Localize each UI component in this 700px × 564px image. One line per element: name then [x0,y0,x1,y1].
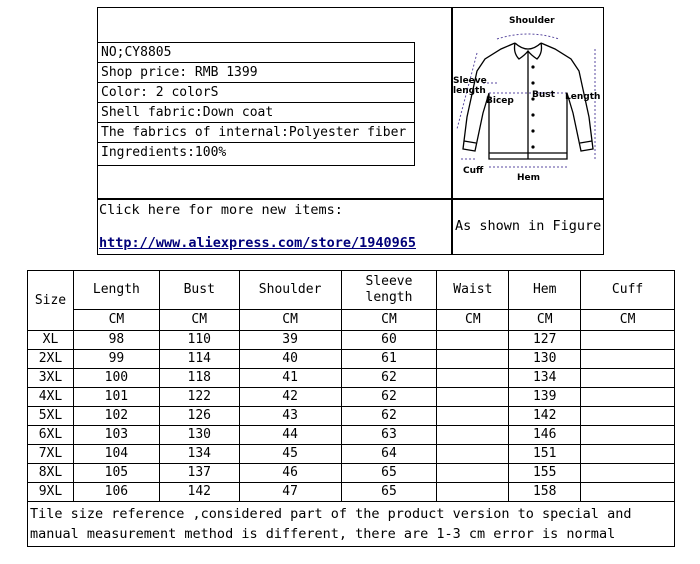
measurement-cell: 127 [509,331,581,350]
measurement-cell: 118 [159,369,239,388]
product-color: Color: 2 colorS [98,83,414,103]
measurement-cell [437,331,509,350]
measurement-cell: 110 [159,331,239,350]
measurement-cell [581,331,675,350]
measurement-cell: 142 [509,407,581,426]
measurement-cell: 47 [239,483,341,502]
size-cell: 7XL [28,445,74,464]
measurement-cell: 60 [341,331,437,350]
measurement-cell: 46 [239,464,341,483]
label-length: Length [565,92,601,102]
unit-cell: CM [581,310,675,331]
measurement-cell [437,464,509,483]
measurement-cell: 42 [239,388,341,407]
header-sleeve-length-text: Sleeve length [365,274,413,305]
measurement-cell [581,464,675,483]
size-header: Size [28,271,74,331]
measurement-cell: 44 [239,426,341,445]
measurement-cell: 122 [159,388,239,407]
measurement-cell: 61 [341,350,437,369]
size-chart-table [27,270,675,547]
divider [97,198,604,200]
measurement-cell [437,388,509,407]
measurement-cell [581,445,675,464]
measurement-cell [437,350,509,369]
measurement-cell: 137 [159,464,239,483]
header-waist: Waist [437,271,509,310]
measurement-cell: 40 [239,350,341,369]
unit-cell: CM [159,310,239,331]
label-sleeve: Sleeve [453,76,487,86]
product-price: Shop price: RMB 1399 [98,63,414,83]
measurement-cell: 142 [159,483,239,502]
size-cell: 4XL [28,388,74,407]
note-row [28,502,675,547]
measurement-cell: 41 [239,369,341,388]
measurement-cell: 63 [341,426,437,445]
label-bicep: Bicep [486,96,514,106]
label-bust: Bust [532,90,555,100]
measurement-cell [581,388,675,407]
measurement-cell: 104 [73,445,159,464]
measurement-cell: 45 [239,445,341,464]
label-cuff: Cuff [463,166,484,176]
measurement-cell: 64 [341,445,437,464]
measurement-cell: 130 [509,350,581,369]
unit-cell: CM [437,310,509,331]
size-cell: 6XL [28,426,74,445]
measurement-cell: 39 [239,331,341,350]
measurement-cell: 100 [73,369,159,388]
jacket-measurement-diagram [453,9,603,197]
measurement-cell: 65 [341,483,437,502]
unit-cell: CM [509,310,581,331]
table-row [28,426,675,445]
unit-cell: CM [73,310,159,331]
measurement-cell [581,350,675,369]
label-hem: Hem [517,173,541,183]
measurement-cell: 126 [159,407,239,426]
product-details [97,42,415,166]
measurement-cell: 105 [73,464,159,483]
size-cell: 9XL [28,483,74,502]
measurement-cell [581,426,675,445]
header-sleeve-length [341,271,437,310]
measurement-cell: 146 [509,426,581,445]
measurement-cell: 43 [239,407,341,426]
measurement-cell [437,369,509,388]
measurement-cell: 98 [73,331,159,350]
more-items-text: Click here for more new items: [99,202,343,218]
measurement-cell [437,426,509,445]
measurement-cell: 134 [159,445,239,464]
measurement-cell: 134 [509,369,581,388]
button-icons [531,65,534,148]
measurement-cell [581,407,675,426]
measurement-cell [437,445,509,464]
table-row [28,464,675,483]
store-link[interactable]: http://www.aliexpress.com/store/1940965 [99,235,416,251]
size-note-line: Tile size reference ,considered part of the product version to special and [30,506,632,522]
header-cuff: Cuff [581,271,675,310]
size-cell: 3XL [28,369,74,388]
measurement-cell: 106 [73,483,159,502]
unit-cell: CM [239,310,341,331]
header-length: Length [73,271,159,310]
header-hem: Hem [509,271,581,310]
unit-cell: CM [341,310,437,331]
measurement-cell: 62 [341,388,437,407]
figure-note: As shown in Figure [455,218,602,234]
product-number: NO;CY8805 [98,43,414,63]
table-row [28,483,675,502]
measurement-cell: 62 [341,407,437,426]
size-note-line: manual measurement method is different, there are 1-3 cm error is normal [30,526,616,542]
size-note [28,502,675,547]
measurement-cell [581,483,675,502]
size-cell: 8XL [28,464,74,483]
measurement-cell: 99 [73,350,159,369]
measurement-cell: 65 [341,464,437,483]
measurement-cell: 155 [509,464,581,483]
measurement-cell [581,369,675,388]
product-ingredients: Ingredients:100% [101,145,227,160]
product-shell-fabric: Shell fabric:Down coat [98,103,414,123]
table-row [28,445,675,464]
measurement-cell: 139 [509,388,581,407]
label-shoulder: Shoulder [509,16,555,26]
size-cell: 2XL [28,350,74,369]
measurement-cell: 101 [73,388,159,407]
table-row [28,388,675,407]
measurement-cell: 158 [509,483,581,502]
measurement-cell: 130 [159,426,239,445]
measurement-cell: 151 [509,445,581,464]
measurement-cell [437,407,509,426]
table-row [28,369,675,388]
measurement-cell: 102 [73,407,159,426]
header-bust: Bust [159,271,239,310]
measurement-cell: 114 [159,350,239,369]
measurement-cell [437,483,509,502]
measurement-cell: 62 [341,369,437,388]
measurement-cell: 103 [73,426,159,445]
product-internal-fabric: The fabrics of internal:Polyester fiber [98,123,414,143]
table-row [28,331,675,350]
table-row [28,350,675,369]
size-cell: 5XL [28,407,74,426]
label-sleeve-length: length [453,86,486,96]
size-cell: XL [28,331,74,350]
table-row [28,407,675,426]
header-shoulder: Shoulder [239,271,341,310]
